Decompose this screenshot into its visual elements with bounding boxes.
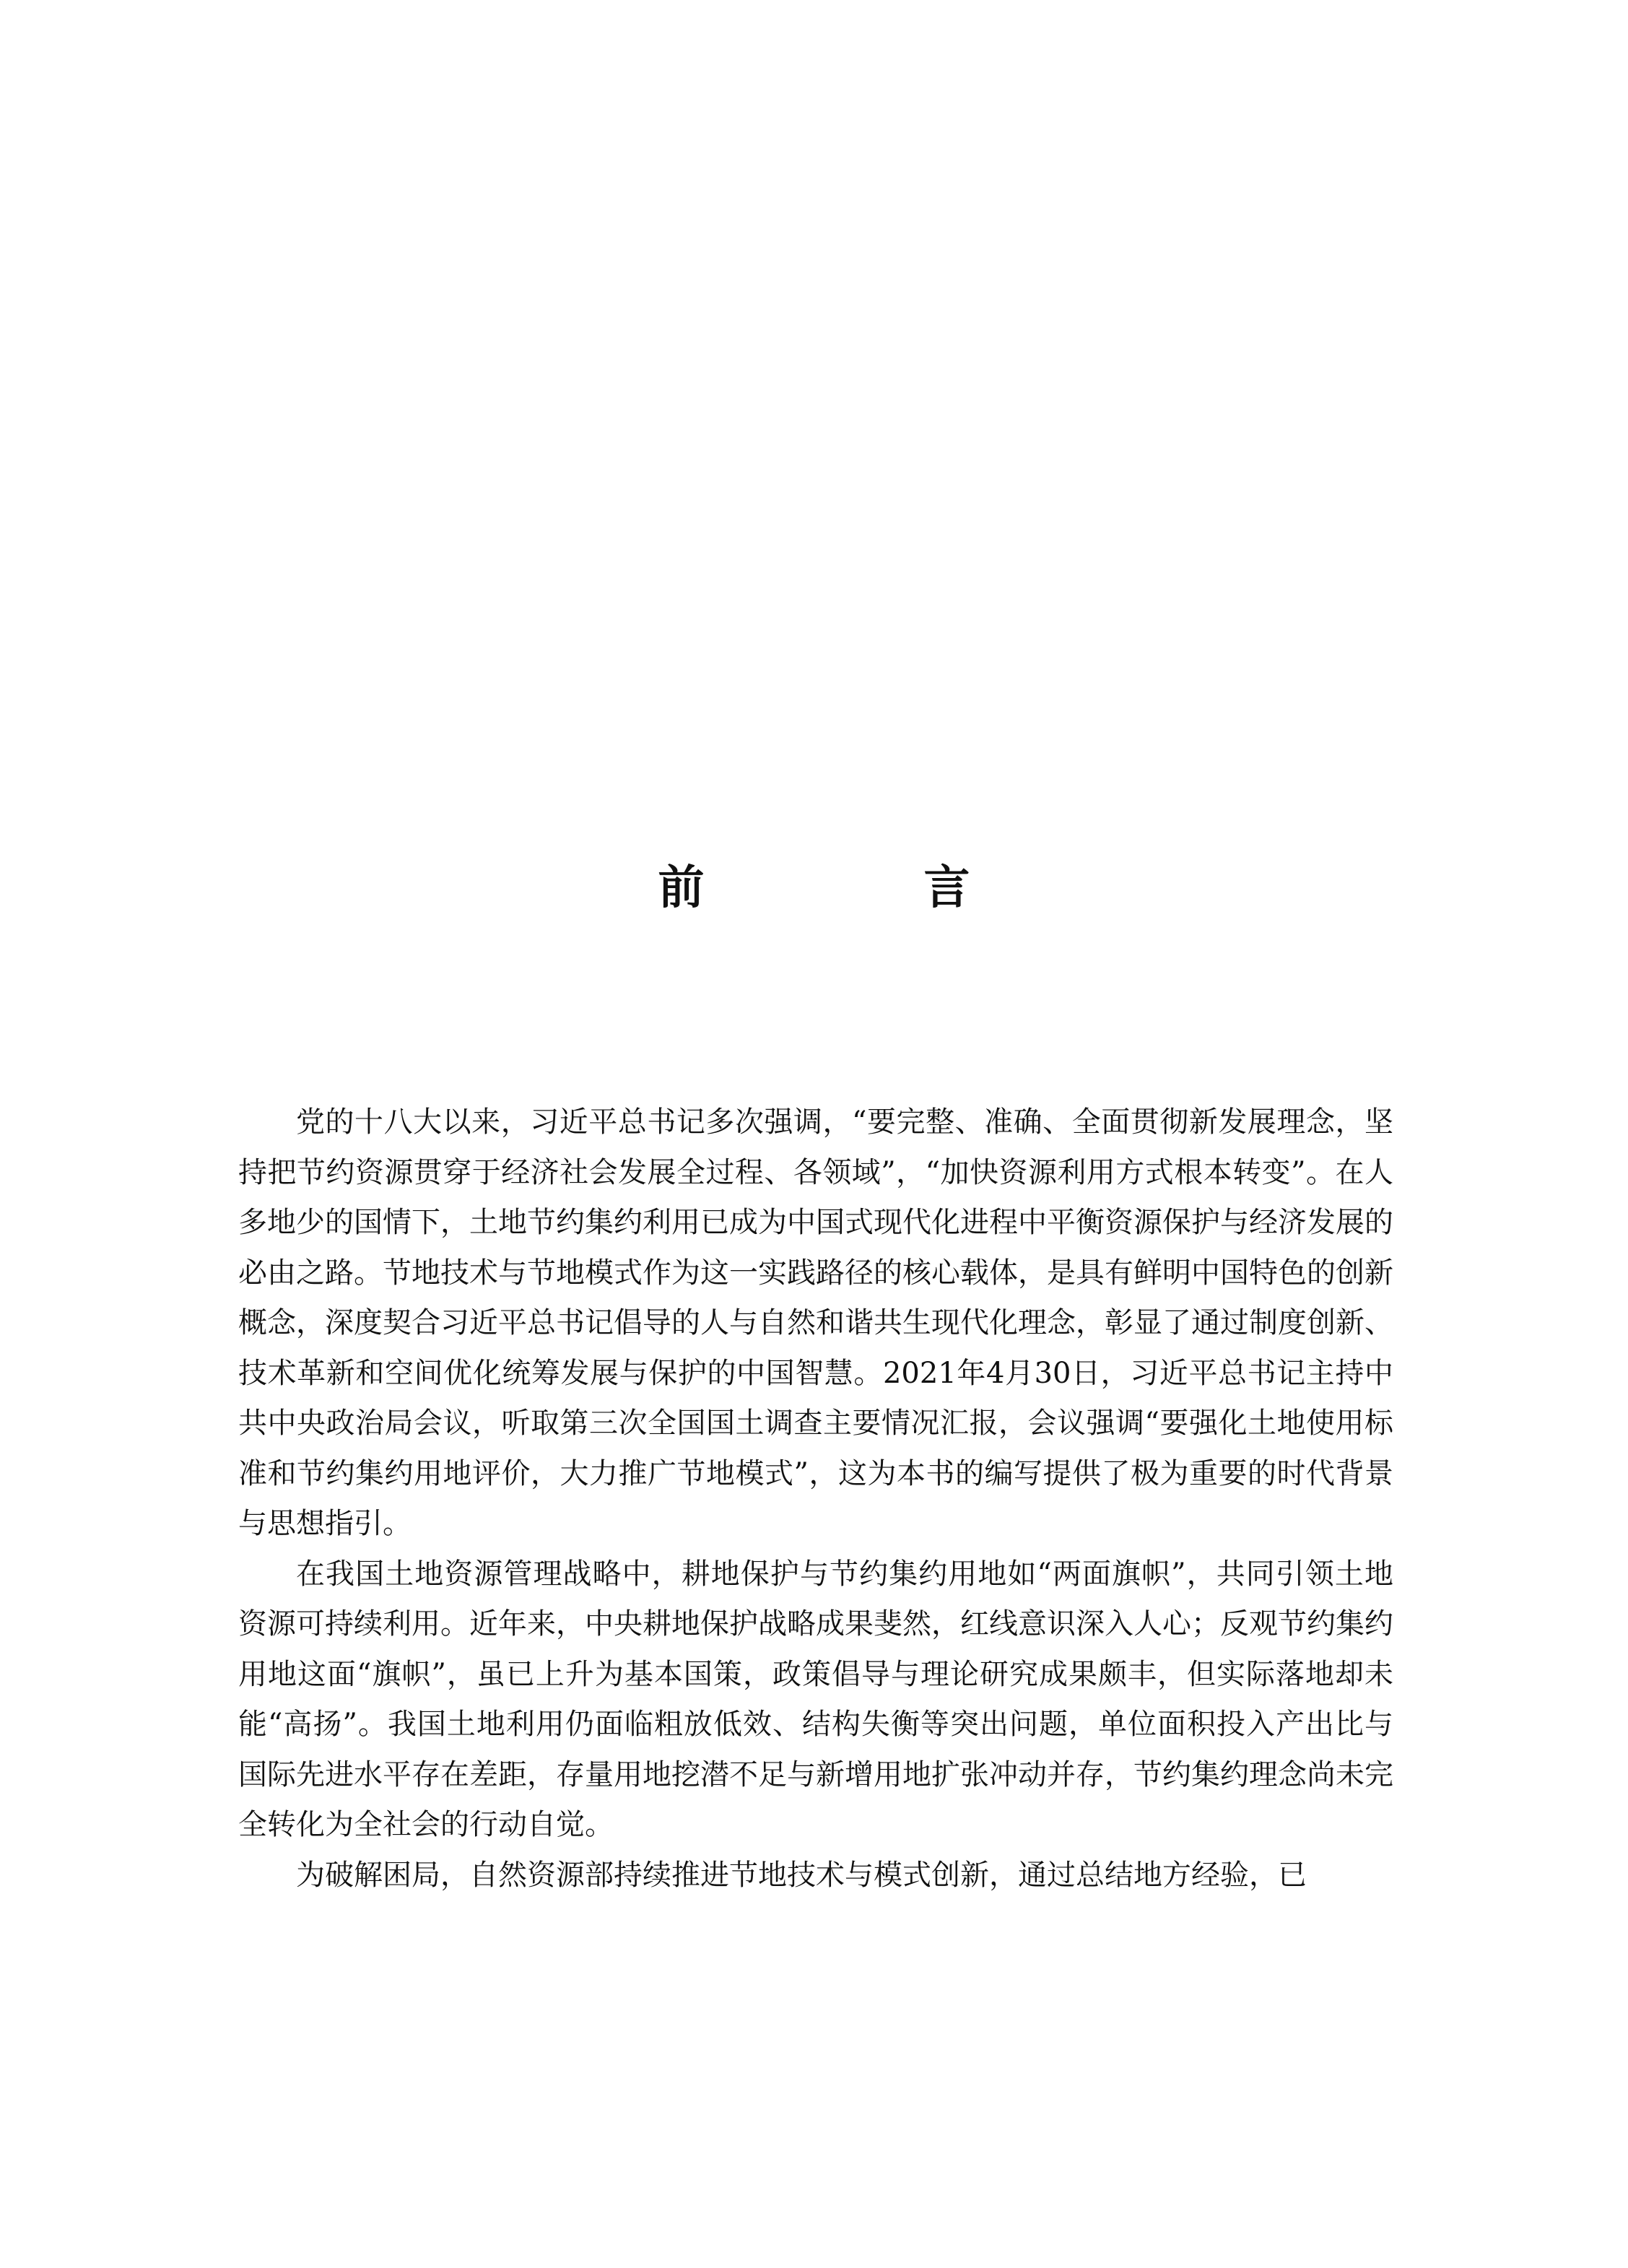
paragraph: 党的十八大以来，习近平总书记多次强调，“要完整、准确、全面贯彻新发展理念，坚持把节约资源贯穿于经济社会发展全过程、各领域”，“加快资源利用方式根本转变”。在人多地少的国情下，土地节约集约利用已成为中国式现代化进程中平衡资源保护与经济发展的必由之路。节地技术与节地模式作为这一实践路径的核心载体，是具有鲜明中国特色的创新概念，深度契合习近平总书记倡导的人与自然和谐共生现代化理念，彰显了通过制度创新、技术革新和空间优化统筹发展与保护的中国智慧。2021年4月30日，习近平总书记主持中共中央政治局会议，听取第三次全国国土调查主要情况汇报，会议强调“要强化土地使用标准和节约集约用地评价，大力推广节地模式”，这为本书的编写提供了极为重要的时代背景与思想指引。 — [238, 1105, 1393, 1540]
paragraph: 为破解困局，自然资源部持续推进节地技术与模式创新，通过总结地方经验，已 — [296, 1858, 1307, 1892]
body-text — [238, 1098, 1393, 1900]
paragraph: 在我国土地资源管理战略中，耕地保护与节约集约用地如“两面旗帜”，共同引领土地资源可持续利用。近年来，中央耕地保护战略成果斐然，红线意识深入人心；反观节约集约用地这面“旗帜”，虽已上升为基本国策，政策倡导与理论研究成果颇丰，但实际落地却未能“高扬”。我国土地利用仍面临粗放低效、结构失衡等突出问题，单位面积投入产出比与国际先进水平存在差距，存量用地挖潜不足与新增用地扩张冲动并存，节约集约理念尚未完全转化为全社会的行动自觉。 — [238, 1557, 1393, 1841]
page-title: 前 言 — [658, 861, 1057, 915]
